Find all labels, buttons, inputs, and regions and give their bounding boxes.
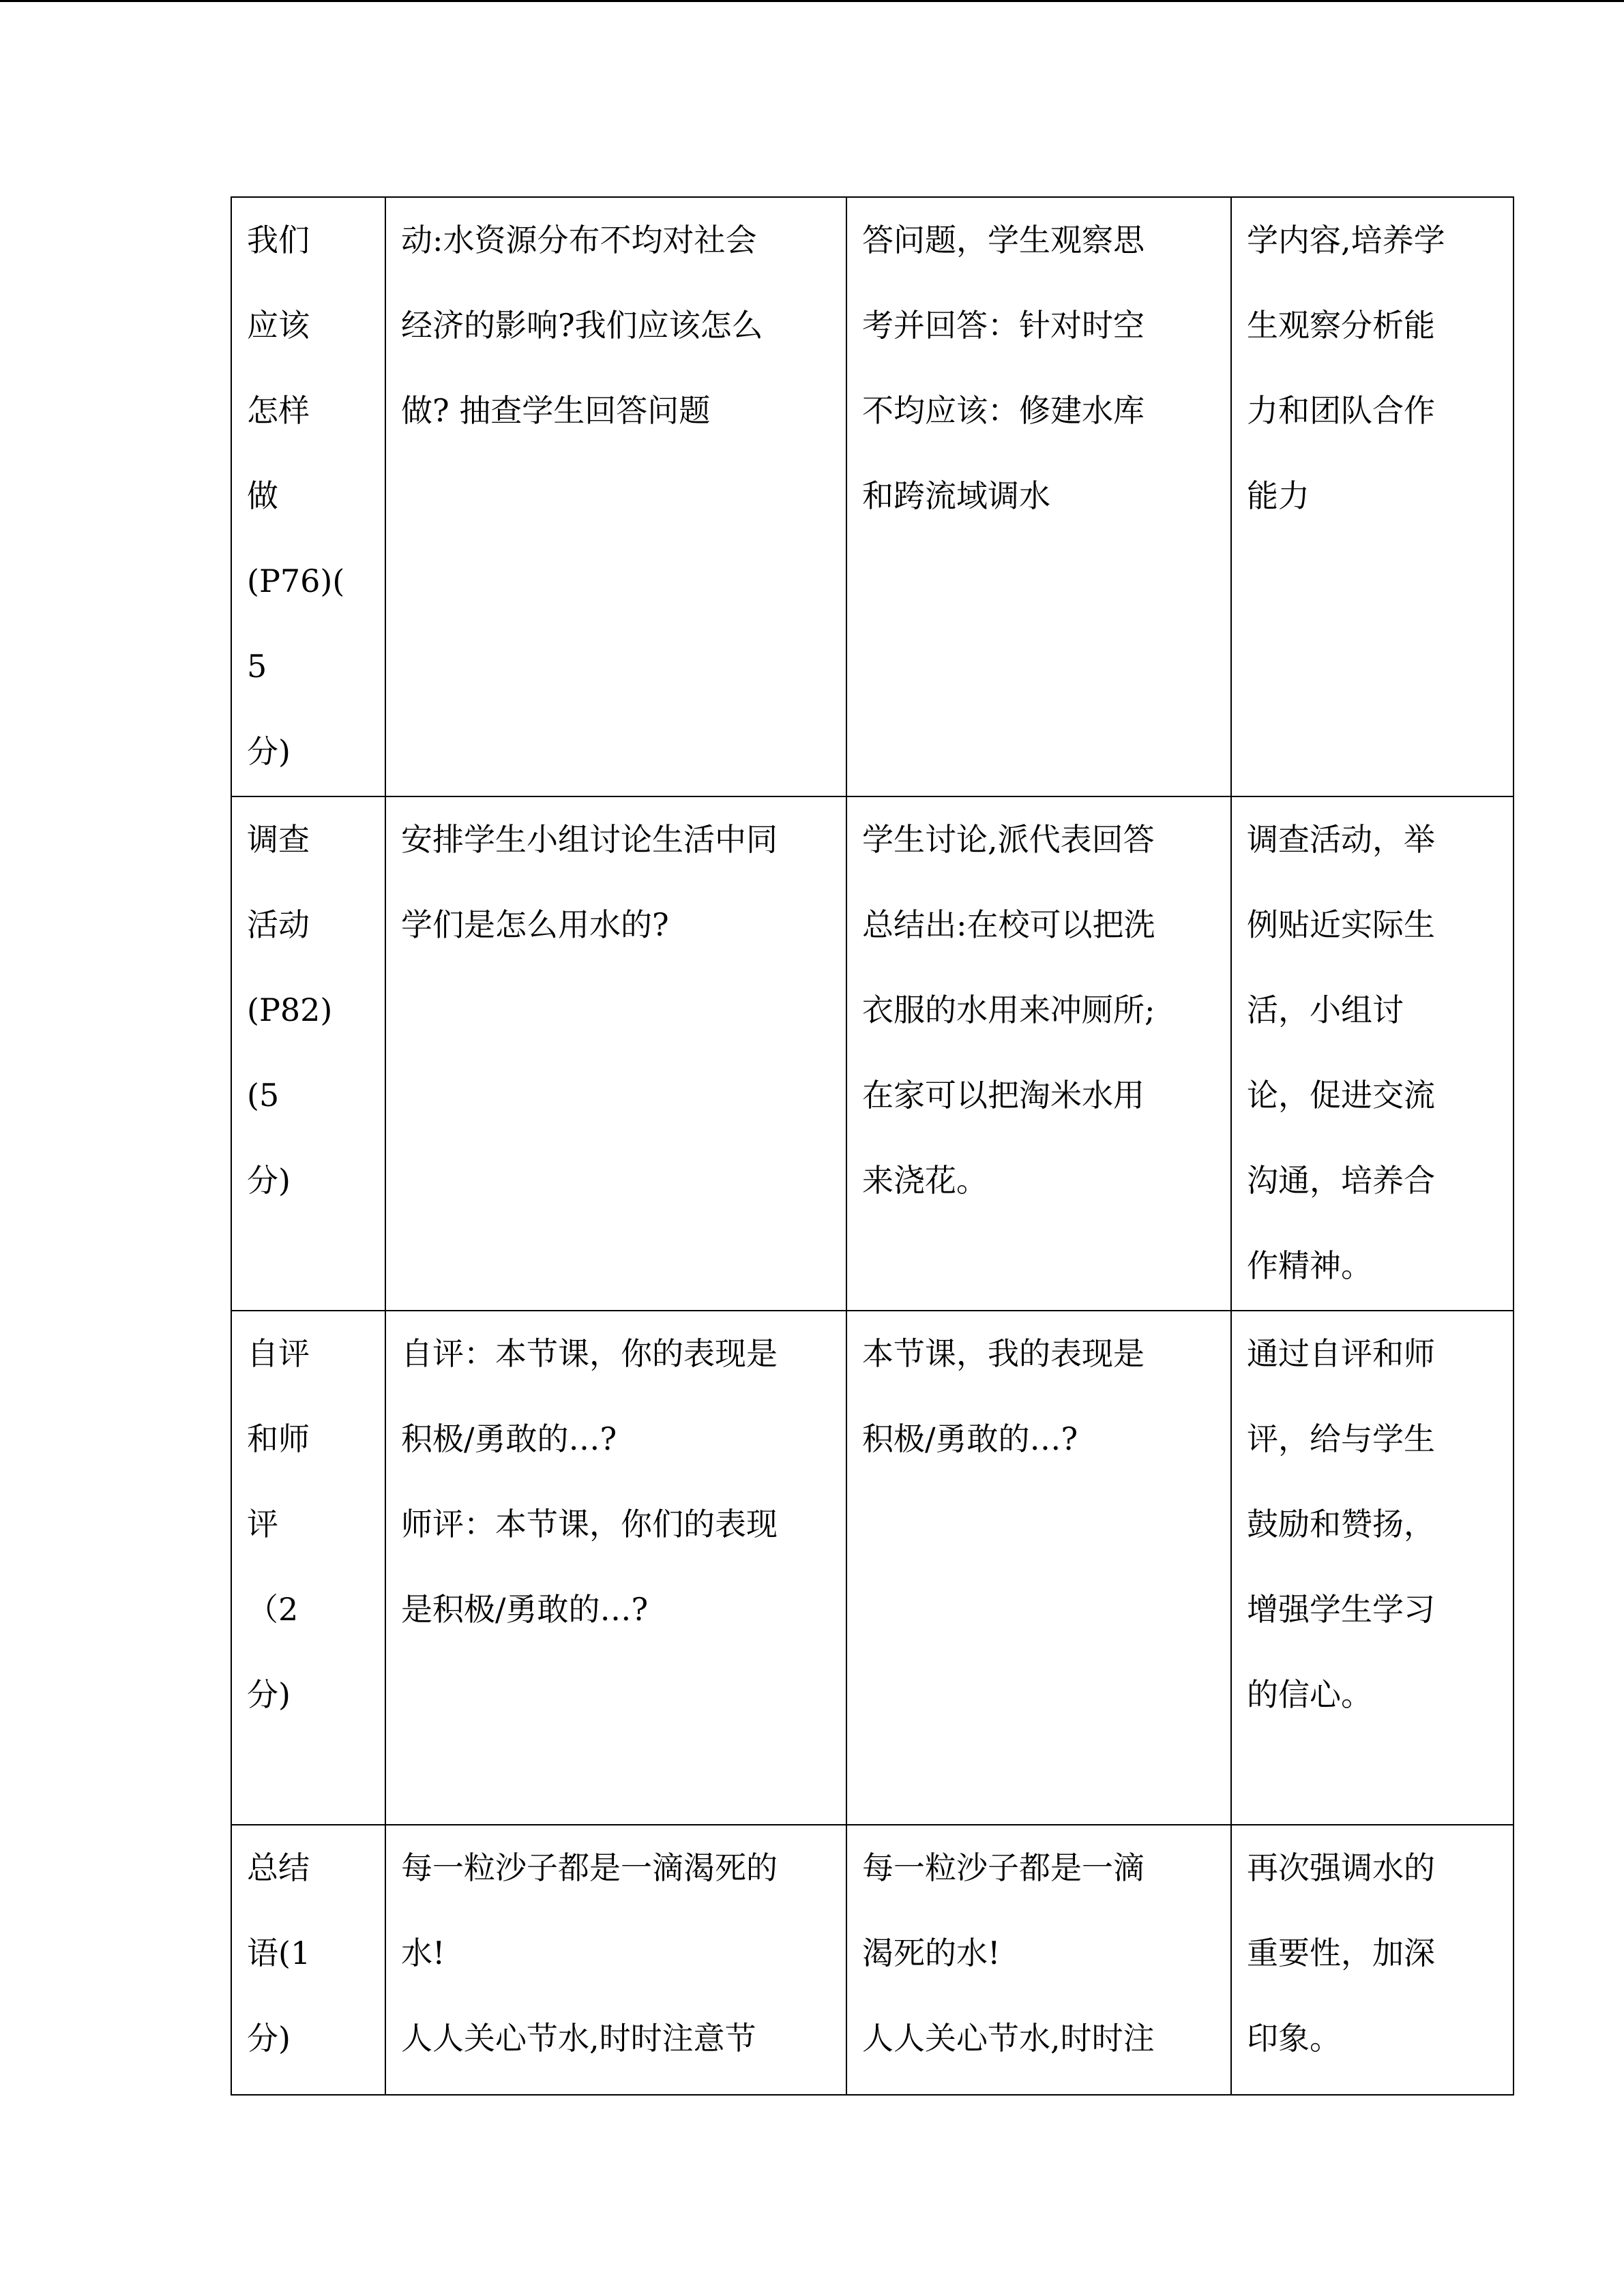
intent-line: 生观察分析能 — [1247, 307, 1435, 344]
teacher-line: 做? 抽查学生回答问题 — [401, 392, 711, 429]
stage-line: 评 — [247, 1506, 278, 1542]
stage-line: 做 — [247, 477, 278, 514]
table-row — [231, 1825, 1514, 2095]
stage-line: 分) — [247, 1162, 291, 1199]
stage-line: 自评 — [247, 1335, 310, 1372]
intent-line: 增强学生学习 — [1247, 1591, 1435, 1628]
teacher-activity-cell — [385, 197, 846, 796]
intent-line: 调查活动，举 — [1247, 821, 1435, 858]
table-row — [231, 1311, 1514, 1825]
table-row — [231, 197, 1514, 796]
student-line: 和跨流域调水 — [862, 477, 1050, 514]
intent-line: 印象。 — [1247, 2020, 1341, 2057]
student-line: 总结出:在校可以把洗 — [862, 906, 1155, 943]
teacher-activity-cell — [385, 1825, 846, 2095]
design-intent-cell — [1231, 1825, 1514, 2095]
stage-line: (P76)( — [247, 563, 345, 599]
teacher-line: 动:水资源分布不均对社会 — [401, 222, 757, 258]
lesson-plan-table — [231, 196, 1514, 2096]
design-intent-cell — [1231, 197, 1514, 796]
student-line: 渴死的水! — [862, 1935, 1001, 1971]
teacher-line: 人人关心节水,时时注意节 — [401, 2020, 756, 2057]
intent-line: 活，小组讨 — [1247, 992, 1404, 1028]
stage-line: 和师 — [247, 1420, 310, 1457]
stage-line: (5 — [247, 1077, 280, 1114]
teacher-line: 自评：本节课，你的表现是 — [401, 1335, 778, 1372]
intent-line: 鼓励和赞扬， — [1247, 1506, 1435, 1542]
stage-cell — [231, 796, 385, 1311]
student-line: 不均应该：修建水库 — [862, 392, 1145, 429]
stage-line: （2 — [247, 1591, 299, 1628]
stage-line: 总结 — [247, 1849, 310, 1886]
student-line: 答问题，学生观察思 — [862, 222, 1145, 258]
design-intent-cell — [1231, 1311, 1514, 1825]
intent-line: 再次强调水的 — [1247, 1849, 1435, 1886]
stage-line: 调查 — [247, 821, 310, 858]
stage-cell — [231, 1311, 385, 1825]
teacher-line: 安排学生小组讨论生活中同 — [401, 821, 778, 858]
student-line: 本节课，我的表现是 — [862, 1335, 1145, 1372]
stage-line: 分) — [247, 733, 291, 770]
stage-line: 应该 — [247, 307, 310, 344]
intent-line: 学内容,培养学 — [1247, 222, 1445, 258]
student-activity-cell — [846, 197, 1231, 796]
stage-cell — [231, 1825, 385, 2095]
intent-line: 能力 — [1247, 477, 1310, 514]
design-intent-cell — [1231, 796, 1514, 1311]
stage-line: 我们 — [247, 222, 310, 258]
student-line: 学生讨论,派代表回答 — [862, 821, 1155, 858]
table-row — [231, 796, 1514, 1311]
student-line: 考并回答：针对时空 — [862, 307, 1145, 344]
teacher-activity-cell — [385, 796, 846, 1311]
student-line: 来浇花。 — [862, 1162, 988, 1199]
intent-line: 的信心。 — [1247, 1676, 1372, 1713]
student-line: 人人关心节水,时时注 — [862, 2020, 1155, 2057]
stage-line: 分) — [247, 2020, 291, 2057]
stage-line: 5 — [247, 648, 267, 685]
student-line: 在家可以把淘米水用 — [862, 1077, 1145, 1114]
stage-line: 怎样 — [247, 392, 310, 429]
stage-line: (P82) — [247, 992, 333, 1028]
intent-line: 评，给与学生 — [1247, 1420, 1435, 1457]
intent-line: 论，促进交流 — [1247, 1077, 1435, 1114]
student-line: 每一粒沙子都是一滴 — [862, 1849, 1145, 1886]
teacher-line: 水! — [401, 1935, 445, 1971]
page-top-border — [0, 0, 1624, 2]
student-activity-cell — [846, 796, 1231, 1311]
teacher-line: 经济的影响?我们应该怎么 — [401, 307, 763, 344]
intent-line: 作精神。 — [1247, 1247, 1372, 1284]
student-line: 积极/勇敢的…? — [862, 1420, 1078, 1457]
stage-line: 活动 — [247, 906, 310, 943]
teacher-line: 每一粒沙子都是一滴渴死的 — [401, 1849, 778, 1886]
teacher-line: 积极/勇敢的…? — [401, 1420, 617, 1457]
intent-line: 沟通，培养合 — [1247, 1162, 1435, 1199]
intent-line: 通过自评和师 — [1247, 1335, 1435, 1372]
intent-line: 例贴近实际生 — [1247, 906, 1435, 943]
intent-line: 力和团队合作 — [1247, 392, 1435, 429]
student-activity-cell — [846, 1825, 1231, 2095]
lesson-plan-body — [231, 197, 1514, 2095]
teacher-line: 师评：本节课，你们的表现 — [401, 1506, 778, 1542]
student-activity-cell — [846, 1311, 1231, 1825]
teacher-activity-cell — [385, 1311, 846, 1825]
stage-line: 语(1 — [247, 1935, 311, 1971]
stage-cell — [231, 197, 385, 796]
stage-line: 分) — [247, 1676, 291, 1713]
student-line: 衣服的水用来冲厕所; — [862, 992, 1155, 1028]
teacher-line: 是积极/勇敢的…? — [401, 1591, 649, 1628]
teacher-line: 学们是怎么用水的? — [401, 906, 669, 943]
intent-line: 重要性，加深 — [1247, 1935, 1435, 1971]
